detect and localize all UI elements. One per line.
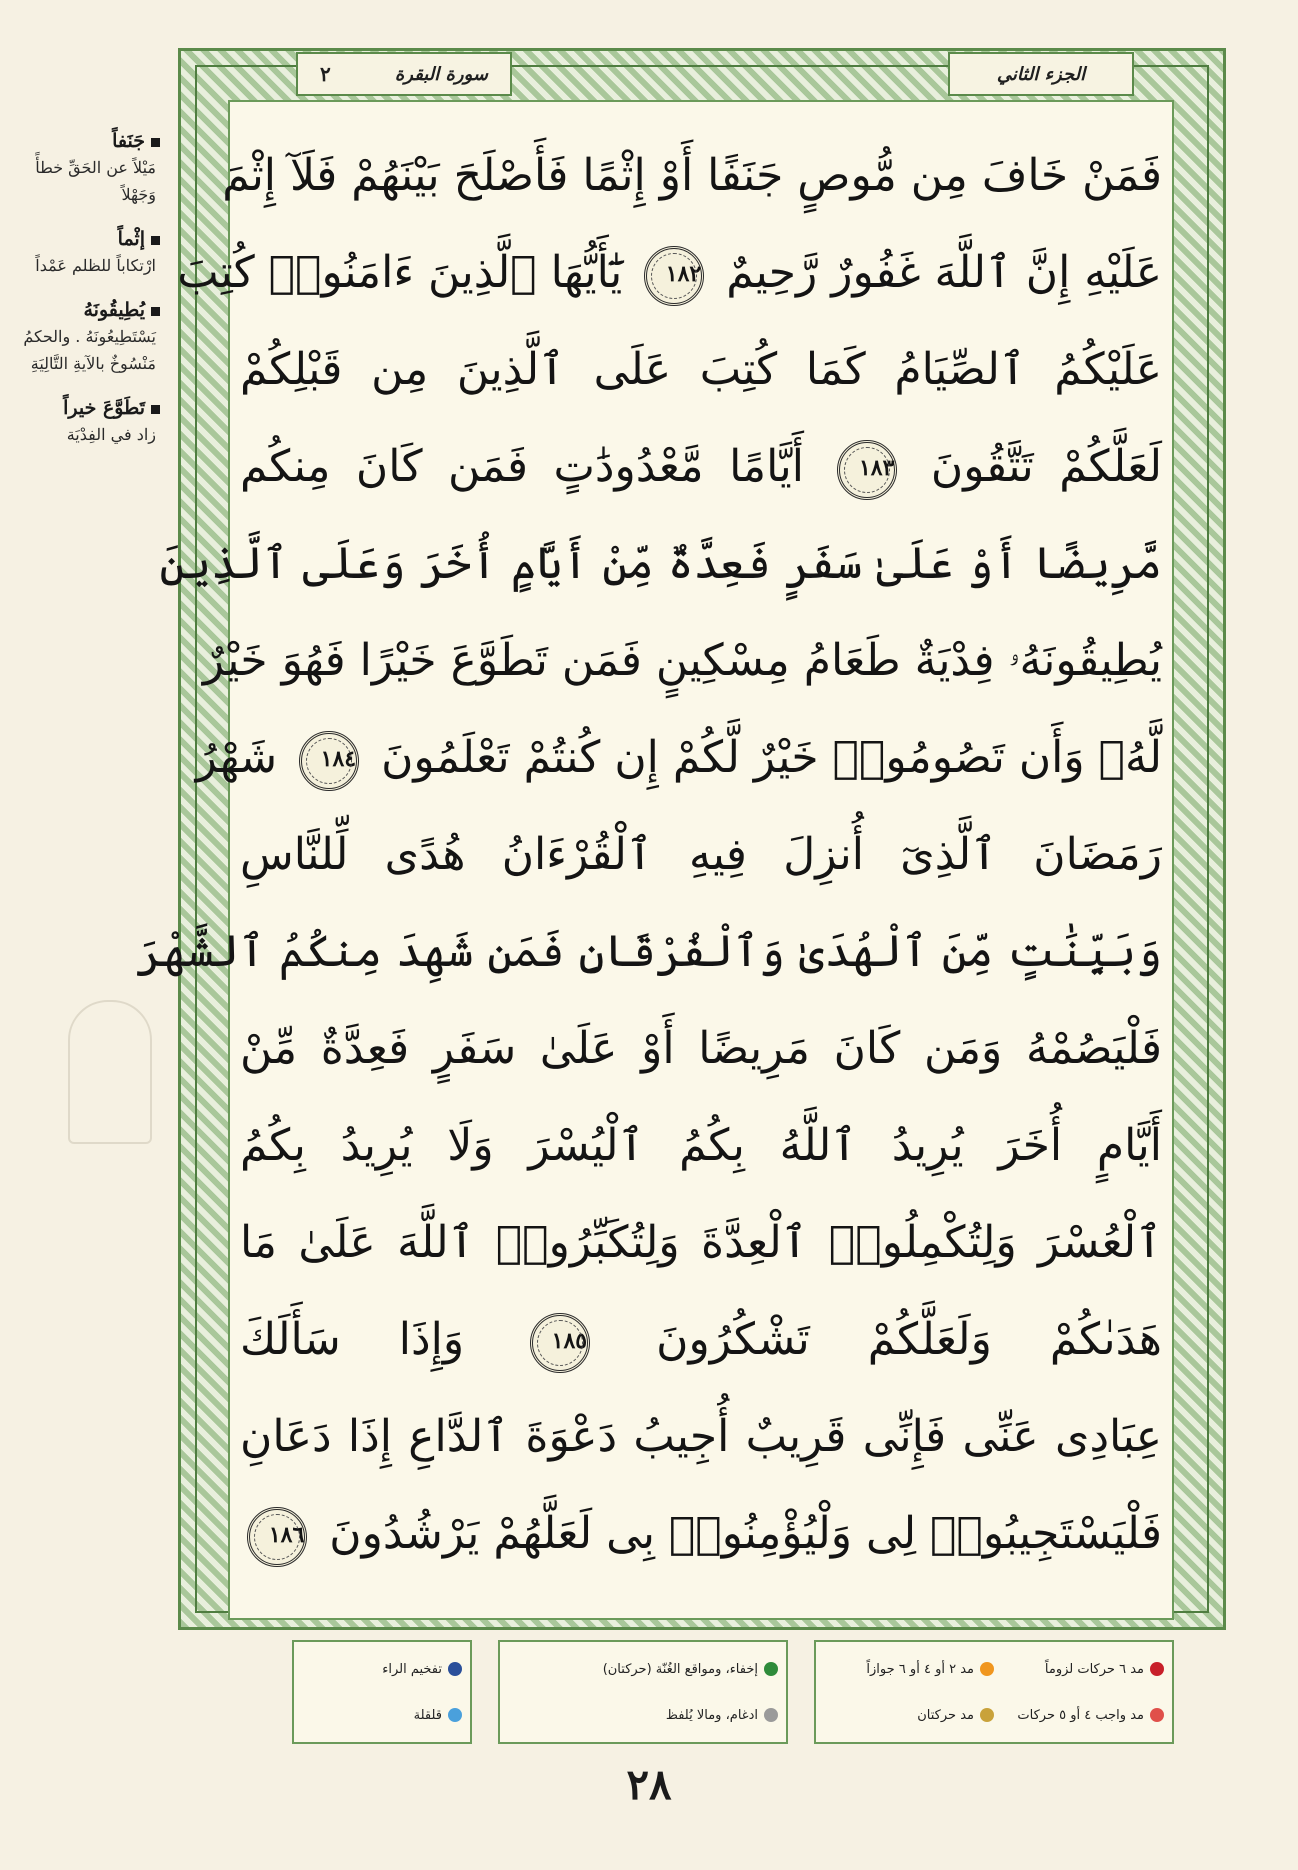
verse-line (240, 1292, 1162, 1389)
ayah-number-marker: ١٨٥ (530, 1313, 590, 1373)
quran-text (135, 128, 1162, 1583)
glossary-entry (10, 297, 160, 377)
surah-name: سورة البقرة (394, 63, 488, 85)
glossary-word-text: إثْماً (117, 228, 145, 250)
ayah-number-marker: ١٨٣ (837, 440, 897, 500)
glossary-word (10, 297, 160, 323)
surah-header-box (296, 52, 512, 96)
verse-text: لَّهُۥ وَأَن تَصُومُوا۟ خَيْرٌ لَّكُمْ إِن كُنتُمْ تَعْلَمُونَ (381, 732, 1162, 783)
color-dot-icon (448, 1708, 462, 1722)
verse-text: أَيَّامًا مَّعْدُودَٰتٍ فَمَن كَانَ مِنكُم (240, 441, 804, 492)
verse-line (135, 904, 1162, 1001)
glossary-entry (10, 226, 160, 279)
verse-text: وَإِذَا سَأَلَكَ (240, 1314, 465, 1365)
verse-text: فَلْيَصُمْهُ وَمَن كَانَ مَرِيضًا أَوْ عَلَىٰ سَفَرٍ فَعِدَّةٌ مِّنْ (240, 1023, 1162, 1074)
bullet-icon (151, 307, 160, 316)
color-dot-icon (764, 1708, 778, 1722)
legend-item (994, 1700, 1164, 1730)
bullet-icon (151, 236, 160, 245)
verse-line (240, 322, 1162, 419)
verse-line (202, 613, 1162, 710)
legend-item (508, 1654, 778, 1684)
verse-text: فَمَنْ خَافَ مِن مُّوصٍ جَنَفًا أَوْ إِثْمًا فَأَصْلَحَ بَيْنَهُمْ فَلَآ إِثْمَ (222, 150, 1162, 201)
color-dot-icon (980, 1662, 994, 1676)
verse-text: فَلْيَسْتَجِيبُوا۟ لِى وَلْيُؤْمِنُوا۟ بِى لَعَلَّهُمْ يَرْشُدُونَ (329, 1508, 1162, 1559)
verse-line (240, 1389, 1162, 1486)
tajweed-legend (228, 1640, 1174, 1744)
legend-label: مد ٢ أو ٤ أو ٦ جوازاً (866, 1661, 974, 1677)
surah-number: ٢ (320, 62, 331, 86)
legend-label: مد حركتان (917, 1707, 974, 1723)
glossary-definition: يَسْتَطِيعُونَهُ . والحكمُ مَنْسُوخٌ بالآيةِ التَّالِيَةِ (23, 327, 156, 373)
verse-text: شَهْرُ (195, 732, 278, 783)
glossary-definition: زاد في الفِدْيَة (66, 425, 156, 444)
glossary-definition: مَيْلاً عن الحَقِّ خطأً وَجَهْلاً (35, 158, 156, 204)
juz-header-box (948, 52, 1134, 96)
verse-line (177, 225, 1162, 322)
verse-line (240, 1195, 1162, 1292)
ayah-number-marker: ١٨٤ (299, 731, 359, 791)
verse-line (240, 807, 1162, 904)
glossary-entry (10, 395, 160, 448)
faint-watermark (68, 1000, 152, 1144)
margin-glossary (10, 128, 160, 466)
verse-line (240, 1098, 1162, 1195)
verse-text: وَبَيِّنَٰتٍ مِّنَ ٱلْهُدَىٰ وَٱلْفُرْقَانِ فَمَن شَهِدَ مِنكُمُ ٱلشَّهْرَ (135, 926, 1162, 977)
glossary-word-text: جَنَفاً (112, 130, 145, 152)
glossary-word (10, 395, 160, 421)
legend-label: إخفاء، ومواقع الغُنّة (حركتان) (602, 1661, 758, 1677)
verse-text: عَلَيْهِ إِنَّ ٱللَّهَ غَفُورٌ رَّحِيمٌ (726, 247, 1162, 298)
legend-label: تفخيم الراء (382, 1661, 442, 1677)
verse-text: رَمَضَانَ ٱلَّذِىٓ أُنزِلَ فِيهِ ٱلْقُرْءَانُ هُدًى لِّلنَّاسِ (240, 829, 1162, 880)
verse-line (240, 1001, 1162, 1098)
glossary-word (10, 128, 160, 154)
legend-label: مد واجب ٤ أو ٥ حركات (1017, 1707, 1144, 1723)
color-dot-icon (764, 1662, 778, 1676)
glossary-definition: ارْتكاباً للظلم عَمْداً (35, 256, 156, 275)
page-header (178, 48, 1226, 100)
bullet-icon (151, 405, 160, 414)
color-dot-icon (448, 1662, 462, 1676)
legend-item (824, 1700, 994, 1730)
verse-line (159, 516, 1162, 613)
verse-text: أَيَّامٍ أُخَرَ يُرِيدُ ٱللَّهُ بِكُمُ ٱلْيُسْرَ وَلَا يُرِيدُ بِكُمُ (240, 1120, 1162, 1171)
legend-ghunna (498, 1640, 788, 1744)
legend-item (994, 1654, 1164, 1684)
glossary-word (10, 226, 160, 252)
glossary-word-text: يُطِيقُونَهُ (83, 299, 145, 321)
legend-label: مد ٦ حركات لزوماً (1044, 1661, 1144, 1677)
legend-label: ادغام، ومالا يُلفظ (665, 1707, 758, 1723)
legend-item (302, 1700, 462, 1730)
verse-line (240, 419, 1162, 516)
color-dot-icon (1150, 1708, 1164, 1722)
verse-text: يُطِيقُونَهُۥ فِدْيَةٌ طَعَامُ مِسْكِينٍ فَمَن تَطَوَّعَ خَيْرًا فَهُوَ خَيْرٌ (202, 635, 1162, 686)
ayah-number-marker: ١٨٢ (644, 246, 704, 306)
juz-name: الجزء الثاني (996, 63, 1086, 85)
verse-text: مَّرِيضًا أَوْ عَلَىٰ سَفَرٍ فَعِدَّةٌ مِّنْ أَيَّامٍ أُخَرَ وَعَلَى ٱلَّذِينَ (159, 538, 1162, 589)
verse-text: عِبَادِى عَنِّى فَإِنِّى قَرِيبٌ أُجِيبُ دَعْوَةَ ٱلدَّاعِ إِذَا دَعَانِ (240, 1411, 1162, 1462)
legend-item (508, 1700, 778, 1730)
verse-line (195, 710, 1162, 807)
legend-label: قلقلة (413, 1707, 442, 1723)
legend-madd (814, 1640, 1174, 1744)
glossary-word-text: تَطَوَّعَ خيراً (63, 397, 145, 419)
verse-text: عَلَيْكُمُ ٱلصِّيَامُ كَمَا كُتِبَ عَلَى ٱلَّذِينَ مِن قَبْلِكُمْ (240, 344, 1162, 395)
verse-text: ٱلْعُسْرَ وَلِتُكْمِلُوا۟ ٱلْعِدَّةَ وَلِتُكَبِّرُوا۟ ٱللَّهَ عَلَىٰ مَا (240, 1217, 1162, 1268)
verse-text: يَٰٓأَيُّهَا ٱلَّذِينَ ءَامَنُوا۟ كُتِبَ (177, 247, 623, 298)
bullet-icon (151, 138, 160, 147)
verse-text: هَدَىٰكُمْ وَلَعَلَّكُمْ تَشْكُرُونَ (656, 1314, 1162, 1365)
glossary-entry (10, 128, 160, 208)
legend-item (302, 1654, 462, 1684)
verse-line (240, 1486, 1162, 1583)
page-number: ٢٨ (626, 1760, 672, 1809)
color-dot-icon (980, 1708, 994, 1722)
legend-ra (292, 1640, 472, 1744)
verse-line (222, 128, 1162, 225)
ayah-number-marker: ١٨٦ (247, 1507, 307, 1567)
verse-text: لَعَلَّكُمْ تَتَّقُونَ (930, 441, 1162, 492)
legend-item (824, 1654, 994, 1684)
color-dot-icon (1150, 1662, 1164, 1676)
